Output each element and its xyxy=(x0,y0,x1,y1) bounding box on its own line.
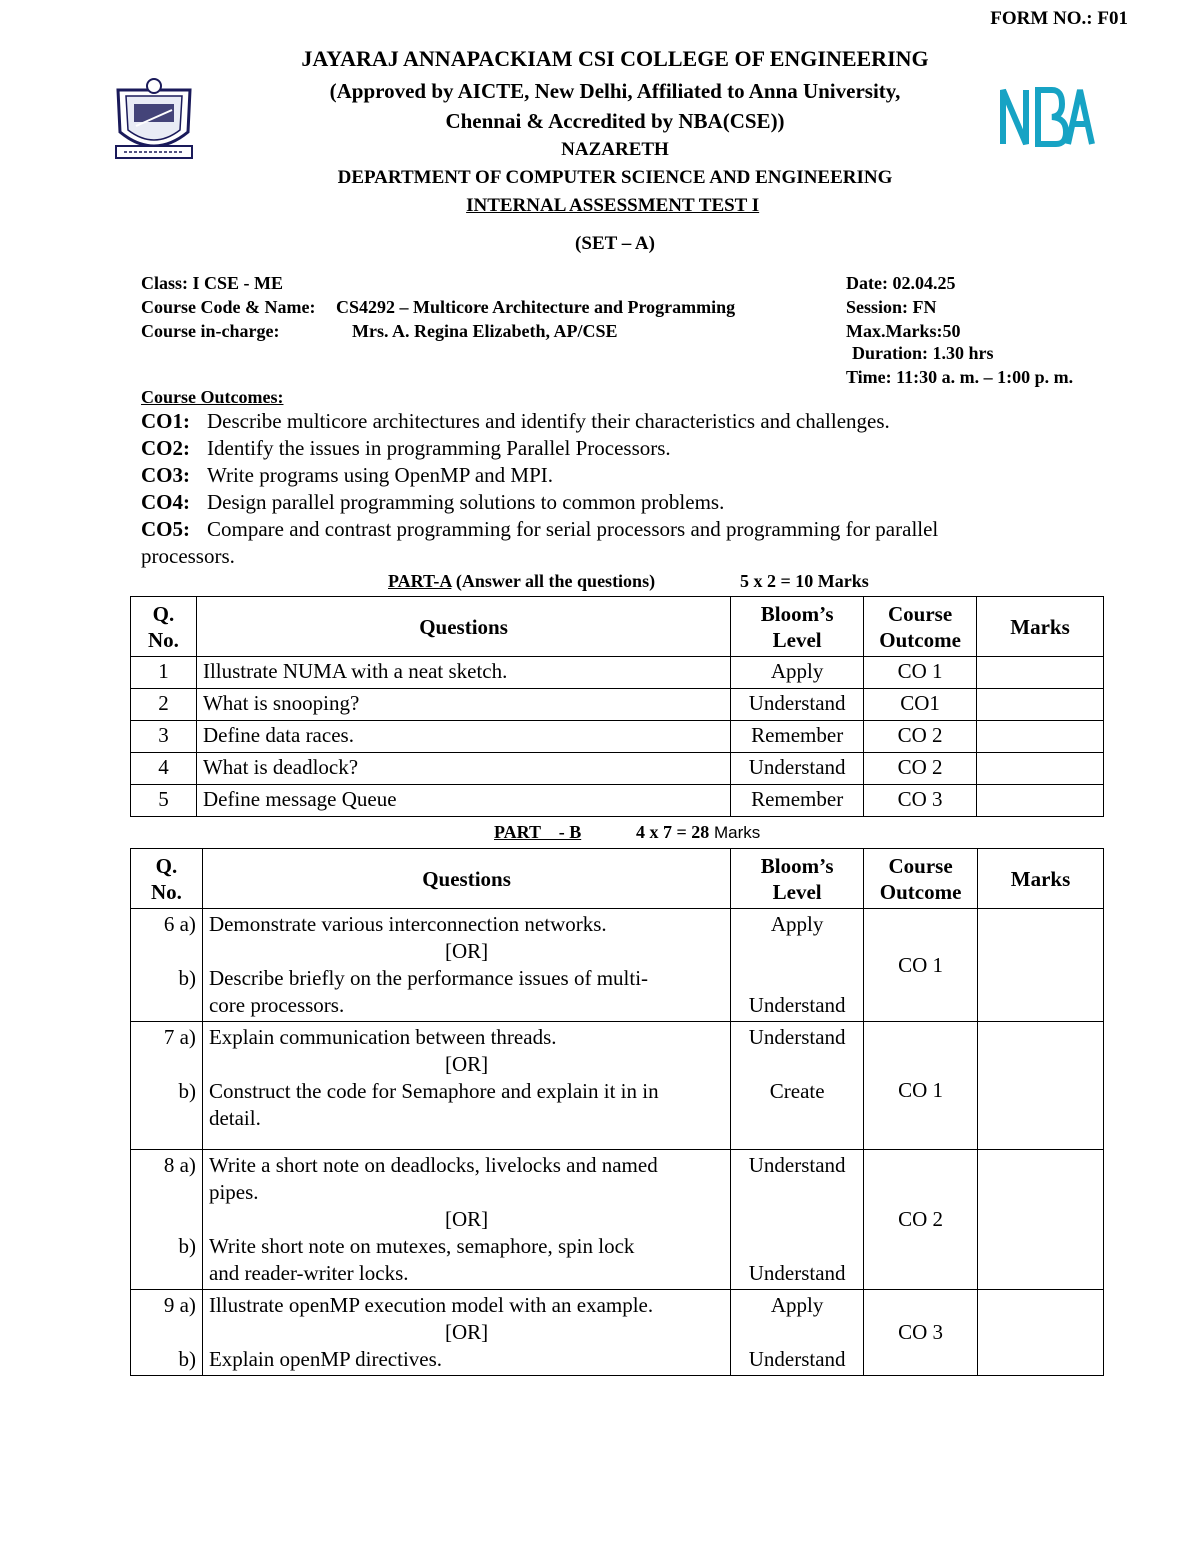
marks-cell xyxy=(977,721,1104,753)
marks-header: Marks xyxy=(977,597,1104,657)
level-cell: Understand Create xyxy=(731,1022,864,1150)
course-code-value: CS4292 – Multicore Architecture and Programming xyxy=(336,297,736,317)
part-b-title: PART - B xyxy=(494,822,582,842)
table-row xyxy=(131,753,1104,785)
college-name: JAYARAJ ANNAPACKIAM CSI COLLEGE OF ENGINEERING xyxy=(301,46,929,71)
co-cell: CO 1 xyxy=(864,1022,978,1150)
question-cell: Illustrate NUMA with a neat sketch. xyxy=(196,657,730,689)
qno-cell: 6 a) b) xyxy=(131,909,203,1022)
part-a-title: PART-A xyxy=(388,571,452,591)
co-item-5: CO5: Compare and contrast programming for serial processors and programming for parallel xyxy=(141,517,939,541)
marks-header: Marks xyxy=(978,849,1104,909)
blooms-header: Bloom’s Level xyxy=(731,849,864,909)
part-a-heading xyxy=(388,571,655,592)
table-row xyxy=(131,1290,1104,1376)
exam-session: Session: FN xyxy=(846,297,937,317)
co-item-1: CO1: Describe multicore architectures and identify their characteristics and challenges. xyxy=(141,409,890,433)
question-cell: Explain communication between threads. [OR] Construct the code for Semaphore and explain it in in detail. xyxy=(202,1022,730,1150)
part-b-header-row xyxy=(131,849,1104,909)
co-item-3: CO3: Write programs using OpenMP and MPI. xyxy=(141,463,554,487)
co-item-4: CO4: Design parallel programming solutions to common problems. xyxy=(141,490,725,514)
marks-cell xyxy=(978,909,1104,1022)
class-label: Class: I CSE - ME xyxy=(141,273,284,293)
questions-header: Questions xyxy=(202,849,730,909)
part-a-header-row xyxy=(131,597,1104,657)
course-outcomes-list xyxy=(141,408,1101,570)
department: DEPARTMENT OF COMPUTER SCIENCE AND ENGINEERING xyxy=(337,167,893,188)
test-title: INTERNAL ASSESSMENT TEST I xyxy=(466,195,760,216)
co-cell: CO 3 xyxy=(864,1290,978,1376)
question-cell: Demonstrate various interconnection networks. [OR] Describe briefly on the performance issues of multi- core processors. xyxy=(202,909,730,1022)
level-cell: Apply Understand xyxy=(731,909,864,1022)
level-cell: Understand xyxy=(731,753,864,785)
marks-cell xyxy=(977,785,1104,817)
table-row xyxy=(131,1022,1104,1150)
city: NAZARETH xyxy=(561,139,669,160)
question-cell: What is snooping? xyxy=(196,689,730,721)
part-a-instruction: (Answer all the questions) xyxy=(455,571,656,591)
qno-cell: 2 xyxy=(131,689,197,721)
form-number: FORM NO.: F01 xyxy=(990,8,1128,29)
questions-header: Questions xyxy=(196,597,730,657)
course-outcomes-title: Course Outcomes: xyxy=(141,387,284,407)
co-item-2: CO2: Identify the issues in programming Parallel Processors. xyxy=(141,436,671,460)
question-cell: Write a short note on deadlocks, livelocks and named pipes. [OR] Write short note on mutexes, semaphore, spin lock and reader-writer locks. xyxy=(202,1150,730,1290)
question-cell: Define message Queue xyxy=(196,785,730,817)
marks-cell xyxy=(978,1290,1104,1376)
approval-line-1: (Approved by AICTE, New Delhi, Affiliated to Anna University, xyxy=(329,79,901,103)
level-cell: Apply xyxy=(731,657,864,689)
duration: Duration: 1.30 hrs xyxy=(852,343,994,363)
question-cell: Illustrate openMP execution model with an example. [OR] Explain openMP directives. xyxy=(202,1290,730,1376)
co-item-5-cont: processors. xyxy=(141,544,235,568)
co-cell: CO 3 xyxy=(864,785,977,817)
qno-header: Q. No. xyxy=(131,849,203,909)
level-cell: Understand xyxy=(731,689,864,721)
question-cell: Define data races. xyxy=(196,721,730,753)
approval-line-2: Chennai & Accredited by NBA(CSE)) xyxy=(445,109,785,133)
incharge-label: Course in-charge: xyxy=(141,321,280,341)
table-row xyxy=(131,657,1104,689)
qno-cell: 1 xyxy=(131,657,197,689)
co-cell: CO 2 xyxy=(864,753,977,785)
co-cell: CO 1 xyxy=(864,657,977,689)
course-code-label: Course Code & Name: xyxy=(141,297,316,317)
table-row xyxy=(131,689,1104,721)
part-b-marks: 4 x 7 = 28 Marks xyxy=(636,822,761,842)
co-header: Course Outcome xyxy=(864,597,977,657)
co-cell: CO 1 xyxy=(864,909,978,1022)
table-row xyxy=(131,721,1104,753)
marks-cell xyxy=(977,753,1104,785)
marks-cell xyxy=(978,1022,1104,1150)
part-a-table xyxy=(130,596,1104,817)
level-cell: Apply Understand xyxy=(731,1290,864,1376)
qno-cell: 7 a) b) xyxy=(131,1022,203,1150)
level-cell: Remember xyxy=(731,785,864,817)
incharge-value: Mrs. A. Regina Elizabeth, AP/CSE xyxy=(352,321,618,341)
max-marks: Max.Marks:50 xyxy=(846,321,961,341)
part-b-table xyxy=(130,848,1104,1376)
marks-cell xyxy=(978,1150,1104,1290)
blooms-header: Bloom’s Level xyxy=(731,597,864,657)
marks-cell xyxy=(977,657,1104,689)
table-row xyxy=(131,1150,1104,1290)
qno-cell: 3 xyxy=(131,721,197,753)
co-cell: CO1 xyxy=(864,689,977,721)
set-label: (SET – A) xyxy=(575,233,655,254)
marks-cell xyxy=(977,689,1104,721)
co-cell: CO 2 xyxy=(864,1150,978,1290)
qno-cell: 4 xyxy=(131,753,197,785)
co-header: Course Outcome xyxy=(864,849,978,909)
exam-date: Date: 02.04.25 xyxy=(846,273,956,293)
qno-cell: 8 a) b) xyxy=(131,1150,203,1290)
qno-cell: 5 xyxy=(131,785,197,817)
table-row xyxy=(131,785,1104,817)
level-cell: Understand Understand xyxy=(731,1150,864,1290)
qno-cell: 9 a) b) xyxy=(131,1290,203,1376)
qno-header: Q. No. xyxy=(131,597,197,657)
document-header xyxy=(0,40,1200,258)
co-cell: CO 2 xyxy=(864,721,977,753)
level-cell: Remember xyxy=(731,721,864,753)
table-row xyxy=(131,909,1104,1022)
question-cell: What is deadlock? xyxy=(196,753,730,785)
exam-time: Time: 11:30 a. m. – 1:00 p. m. xyxy=(846,367,1074,387)
part-a-marks: 5 x 2 = 10 Marks xyxy=(740,571,869,591)
